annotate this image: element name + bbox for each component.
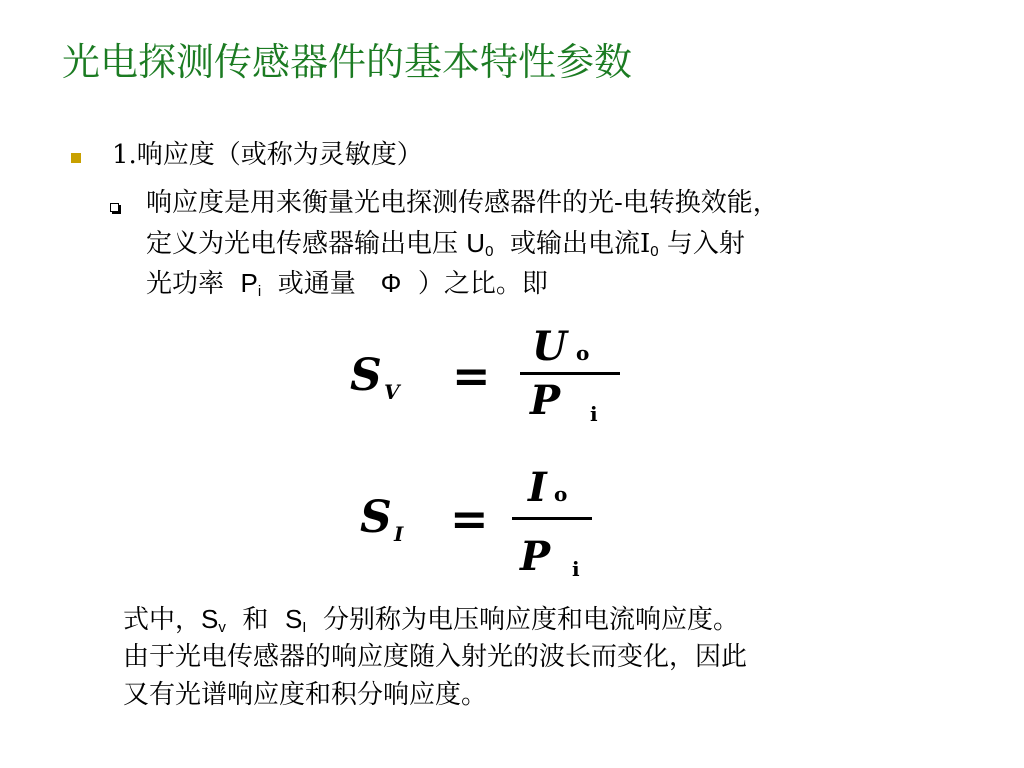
formula-denominator-subscript: i [572,557,580,581]
symbol-phi: Φ [380,268,402,298]
subscript: i [257,283,262,300]
fraction-bar [520,372,620,375]
voltage-responsivity-formula [340,322,640,432]
text-segment: 式中， [123,605,202,635]
text-segment: 与入射 [666,229,745,259]
subscript: 0 [485,243,494,260]
paragraph-line-1: 响应度是用来衡量光电探测传感器件的光-电转换效能， [146,188,779,218]
explanation-line-2: 由于光电传感器的响应度随入射光的波长而变化，因此 [123,642,748,672]
formula-numerator: I [528,464,547,511]
explanation-line-1 [123,600,747,638]
symbol-i: I [639,229,651,259]
formula-denominator: P [520,533,551,580]
current-responsivity-formula [350,463,630,583]
formula-denominator-subscript: i [590,402,598,426]
symbol-s: S [201,604,219,634]
text-segment: 和 [242,605,269,635]
formula-numerator: U [532,323,567,370]
hollow-square-bullet-icon [110,203,119,212]
text-segment: 或输出电流 [509,229,640,259]
slide-title: 光电探测传感器件的基本特性参数 [62,40,633,84]
formula-equals: = [450,492,489,546]
symbol-u: U [466,228,486,258]
formula-lhs-subscript: I [394,522,404,546]
formula-equals: = [452,349,491,403]
paragraph-line-3 [146,263,976,303]
fraction-bar [512,517,592,520]
explanation-paragraph [123,600,747,714]
formula-lhs: S [360,492,392,543]
text-segment: 光功率 [146,269,225,299]
subscript: I [302,619,307,636]
text-segment: 分别称为电压响应度和电流响应度。 [322,605,739,635]
subscript: v [218,619,226,636]
formula-lhs-subscript: V [384,380,400,404]
explanation-line-3: 又有光谱响应度和积分响应度。 [123,680,488,710]
symbol-p: P [240,268,258,298]
text-segment: ）之比。即 [417,269,548,299]
formula-numerator-subscript: o [576,341,590,365]
text-segment: 定义为光电传感器输出电压 [146,229,459,259]
square-bullet-icon [71,153,81,163]
definition-paragraph [146,183,976,303]
formula-lhs: S [350,350,382,401]
symbol-s: S [284,604,303,634]
formula-numerator-subscript: o [554,482,568,506]
paragraph-line-2 [146,223,976,263]
subscript: 0 [650,243,659,260]
bullet-heading: 1.响应度（或称为灵敏度） [112,140,423,170]
text-segment: 或通量 [277,269,356,299]
formula-denominator: P [530,377,561,424]
